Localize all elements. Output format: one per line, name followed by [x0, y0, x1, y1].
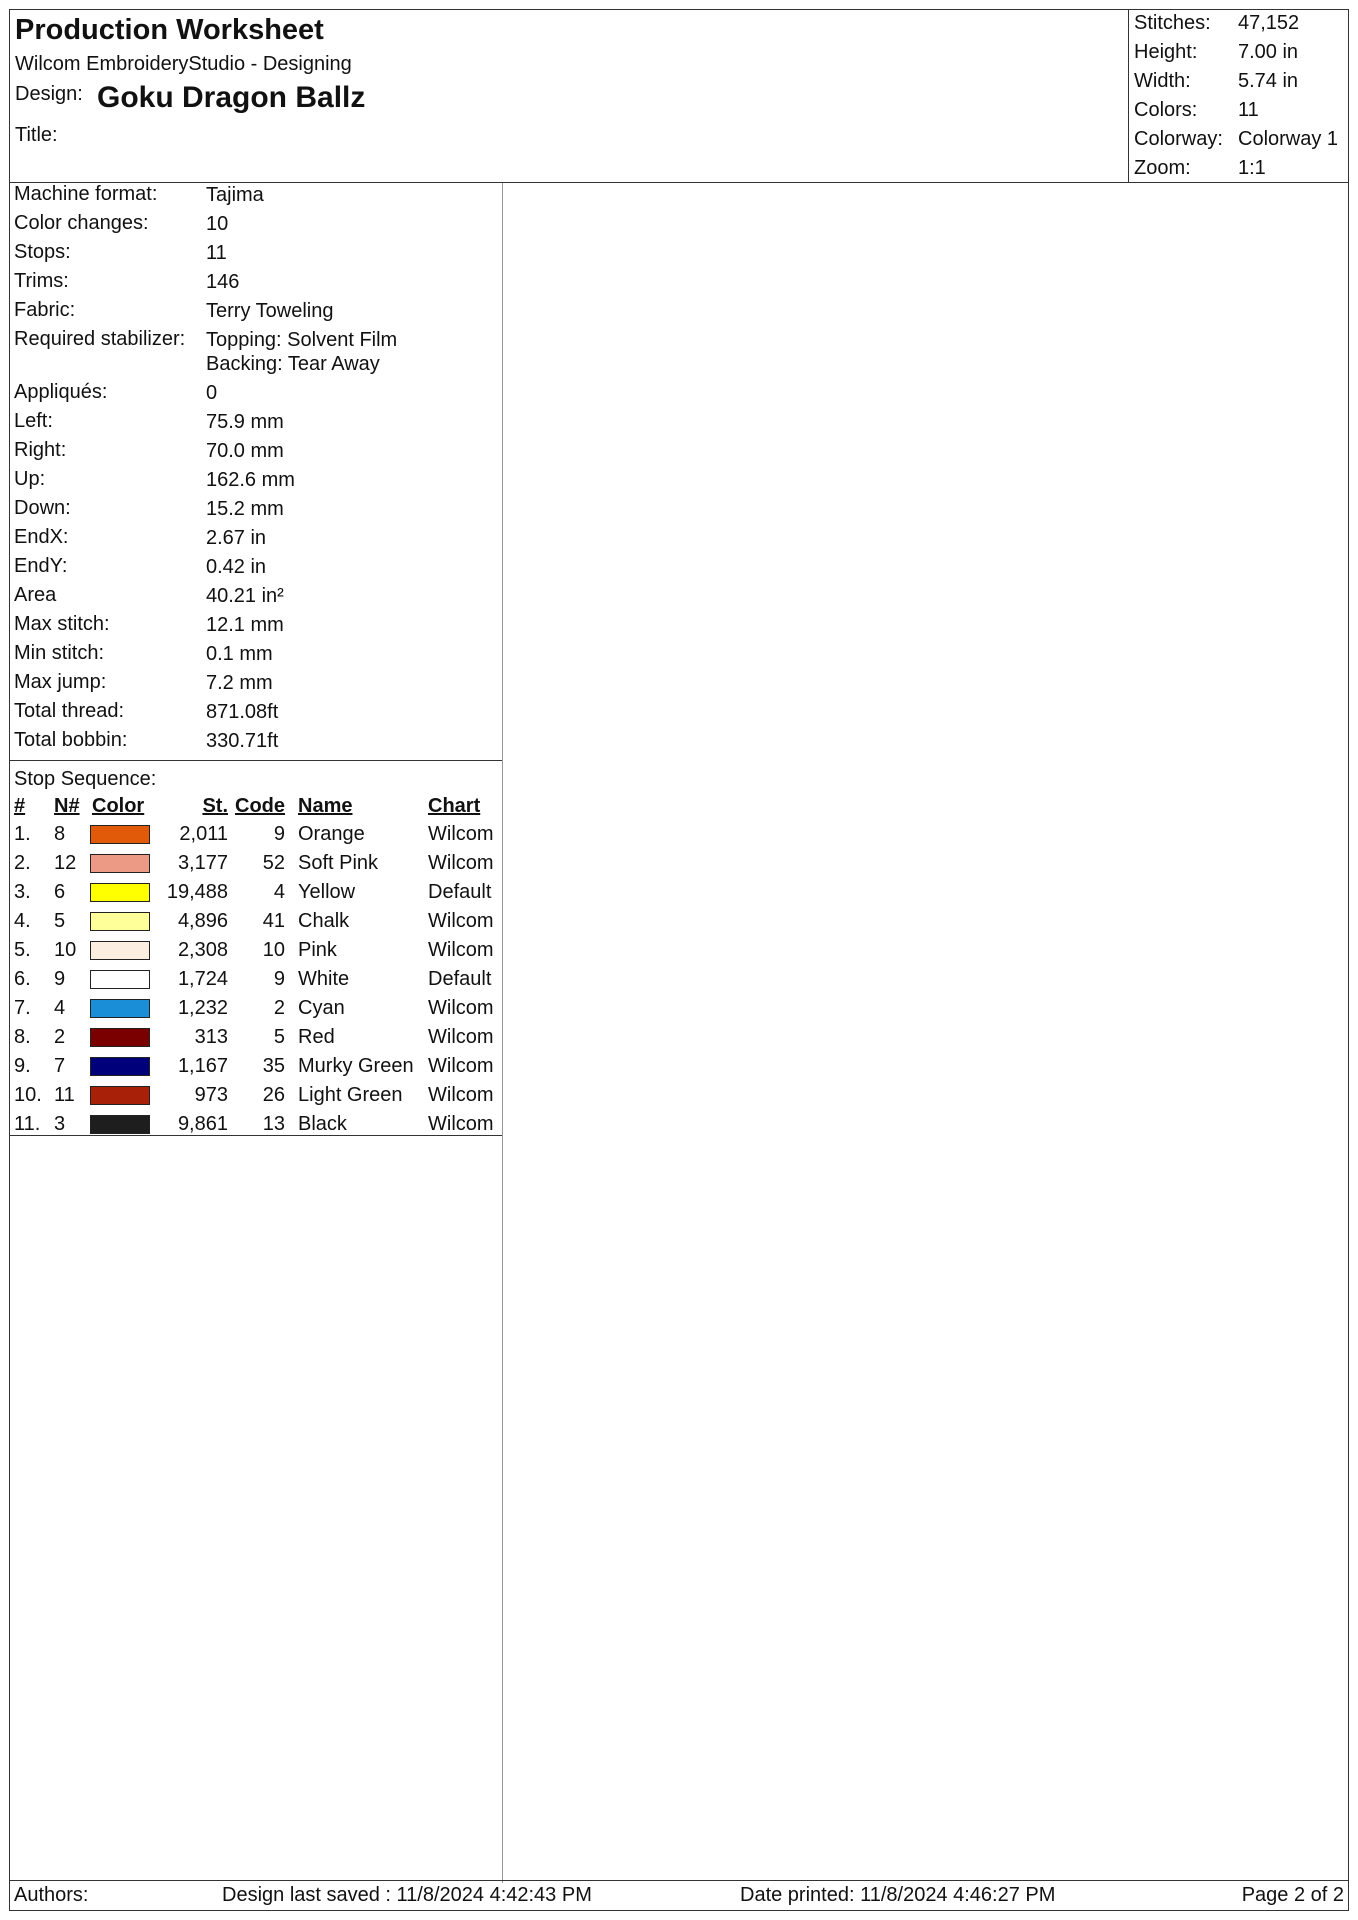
color-swatch: [90, 941, 150, 960]
stop-cell-num: 10.: [14, 1084, 42, 1106]
stop-cell-n: 11: [54, 1084, 75, 1106]
stop-cell-n: 8: [54, 823, 66, 845]
property-label: Max stitch:: [14, 613, 110, 635]
property-label: Min stitch:: [14, 642, 105, 664]
stop-cell-chart: Wilcom: [428, 1055, 494, 1077]
stop-cell-code: 2: [273, 997, 285, 1019]
property-label: Appliqués:: [14, 381, 108, 403]
stop-cell-num: 8.: [14, 1026, 31, 1048]
stat-value: 7.00 in: [1238, 41, 1299, 63]
stop-cell-name: Yellow: [298, 881, 356, 903]
stop-cell-n: 3: [54, 1113, 66, 1135]
stop-cell-num: 6.: [14, 968, 31, 990]
stop-cell-st: 313: [194, 1026, 228, 1048]
column-header-chart: Chart: [428, 795, 481, 817]
property-value: 0: [206, 382, 218, 404]
stop-sequence-title: Stop Sequence:: [14, 768, 157, 790]
color-swatch: [90, 912, 150, 931]
stop-cell-num: 2.: [14, 852, 31, 874]
property-label: Fabric:: [14, 299, 76, 321]
property-label: Total thread:: [14, 700, 125, 722]
stop-cell-n: 2: [54, 1026, 66, 1048]
stop-cell-st: 2,308: [177, 939, 228, 961]
stat-value: 11: [1238, 99, 1259, 121]
stat-value: Colorway 1: [1238, 128, 1339, 150]
property-value: 10: [206, 213, 229, 235]
column-header-num: #: [14, 795, 26, 817]
stop-cell-num: 7.: [14, 997, 31, 1019]
property-label: Up:: [14, 468, 46, 490]
stop-cell-num: 9.: [14, 1055, 31, 1077]
stat-value: 47,152: [1238, 12, 1300, 34]
color-swatch: [90, 999, 150, 1018]
worksheet-page: [9, 9, 1349, 1911]
stop-cell-code: 4: [273, 881, 285, 903]
stop-cell-num: 1.: [14, 823, 31, 845]
stop-cell-name: Light Green: [298, 1084, 403, 1106]
stop-cell-num: 11.: [14, 1113, 41, 1135]
stat-value: 5.74 in: [1238, 70, 1299, 92]
property-label: Max jump:: [14, 671, 107, 693]
property-value: 2.67 in: [206, 527, 267, 549]
stop-cell-st: 4,896: [177, 910, 228, 932]
stop-cell-code: 10: [262, 939, 285, 961]
property-value: 146: [206, 271, 240, 293]
property-value: 75.9 mm: [206, 411, 284, 433]
stop-cell-chart: Wilcom: [428, 1026, 494, 1048]
stop-cell-n: 7: [54, 1055, 66, 1077]
stop-cell-n: 9: [54, 968, 66, 990]
stop-cell-chart: Wilcom: [428, 1113, 494, 1135]
stat-label: Width:: [1134, 70, 1191, 92]
stat-label: Stitches:: [1134, 12, 1211, 34]
stop-cell-st: 9,861: [177, 1113, 228, 1135]
stop-cell-code: 13: [262, 1113, 285, 1135]
color-swatch: [90, 1086, 150, 1105]
date-printed: Date printed: 11/8/2024 4:46:27 PM: [740, 1884, 1056, 1906]
property-label: Machine format:: [14, 183, 158, 205]
stop-cell-code: 41: [262, 910, 285, 932]
stop-cell-chart: Wilcom: [428, 823, 494, 845]
stat-label: Colorway:: [1134, 128, 1223, 150]
page-title: Production Worksheet: [15, 14, 324, 46]
property-label: Right:: [14, 439, 67, 461]
app-name: Wilcom EmbroideryStudio - Designing: [15, 53, 352, 75]
stop-cell-code: 9: [273, 823, 285, 845]
stop-cell-chart: Wilcom: [428, 939, 494, 961]
stop-cell-code: 52: [262, 852, 285, 874]
header-info: [10, 10, 1128, 182]
stop-cell-n: 10: [54, 939, 77, 961]
authors-label: Authors:: [14, 1884, 89, 1906]
stop-cell-st: 973: [194, 1084, 228, 1106]
worksheet-footer: [10, 1880, 1348, 1910]
stop-cell-name: Orange: [298, 823, 365, 845]
stat-value: 1:1: [1238, 157, 1266, 179]
property-label: EndX:: [14, 526, 69, 548]
stop-cell-code: 9: [273, 968, 285, 990]
stop-cell-name: Cyan: [298, 997, 345, 1019]
property-value: Topping: Solvent Film: [206, 329, 398, 351]
stop-cell-n: 5: [54, 910, 66, 932]
stop-cell-num: 4.: [14, 910, 31, 932]
details-column: [10, 183, 503, 1883]
color-swatch: [90, 970, 150, 989]
property-value: 330.71ft: [206, 730, 279, 752]
column-header-st: St.: [202, 795, 228, 817]
design-properties: [10, 183, 502, 761]
property-label: Area: [14, 584, 57, 606]
design-stats: [1128, 10, 1348, 182]
property-label: Required stabilizer:: [14, 328, 186, 350]
stop-cell-st: 19,488: [166, 881, 228, 903]
stop-cell-chart: Default: [428, 968, 492, 990]
property-label: Left:: [14, 410, 53, 432]
design-label: Design:: [15, 83, 83, 105]
stop-cell-st: 3,177: [177, 852, 228, 874]
property-label: Color changes:: [14, 212, 149, 234]
stop-cell-n: 12: [54, 852, 77, 874]
stop-cell-st: 1,724: [177, 968, 228, 990]
stop-cell-chart: Wilcom: [428, 997, 494, 1019]
column-header-n: N#: [54, 795, 80, 817]
property-value: 40.21 in²: [206, 585, 284, 607]
stop-cell-code: 5: [273, 1026, 285, 1048]
color-swatch: [90, 1057, 150, 1076]
property-label: Stops:: [14, 241, 71, 263]
last-saved: Design last saved : 11/8/2024 4:42:43 PM: [222, 1884, 592, 1906]
color-swatch: [90, 1028, 150, 1047]
stop-cell-num: 3.: [14, 881, 31, 903]
stop-cell-name: Chalk: [298, 910, 350, 932]
property-value: 70.0 mm: [206, 440, 284, 462]
property-label: Total bobbin:: [14, 729, 128, 751]
property-label: Down:: [14, 497, 71, 519]
property-label: Trims:: [14, 270, 69, 292]
stop-cell-chart: Wilcom: [428, 910, 494, 932]
stop-cell-code: 35: [262, 1055, 285, 1077]
property-value: 162.6 mm: [206, 469, 295, 491]
stop-cell-st: 1,232: [177, 997, 228, 1019]
stop-cell-name: White: [298, 968, 350, 990]
property-value: 7.2 mm: [206, 672, 273, 694]
property-value: Backing: Tear Away: [206, 353, 380, 375]
stop-cell-num: 5.: [14, 939, 31, 961]
stop-cell-chart: Wilcom: [428, 852, 494, 874]
column-header-code: Code: [235, 795, 285, 817]
property-value: Tajima: [206, 184, 264, 206]
stop-cell-name: Black: [298, 1113, 347, 1135]
property-value: Terry Toweling: [206, 300, 334, 322]
stop-cell-chart: Default: [428, 881, 492, 903]
property-value: 871.08ft: [206, 701, 279, 723]
property-label: EndY:: [14, 555, 68, 577]
color-swatch: [90, 854, 150, 873]
color-swatch: [90, 1115, 150, 1134]
stat-label: Colors:: [1134, 99, 1198, 121]
page-number: Page 2 of 2: [1241, 1884, 1344, 1906]
stop-cell-st: 1,167: [177, 1055, 228, 1077]
property-value: 15.2 mm: [206, 498, 284, 520]
stop-cell-name: Soft Pink: [298, 852, 379, 874]
stat-label: Height:: [1134, 41, 1198, 63]
worksheet-header: [10, 10, 1348, 183]
stop-cell-chart: Wilcom: [428, 1084, 494, 1106]
stop-cell-name: Pink: [298, 939, 337, 961]
stop-cell-code: 26: [262, 1084, 285, 1106]
stop-cell-n: 6: [54, 881, 66, 903]
column-header-name: Name: [298, 795, 353, 817]
property-value: 0.1 mm: [206, 643, 273, 665]
stat-label: Zoom:: [1134, 157, 1191, 179]
color-swatch: [90, 883, 150, 902]
design-name: Goku Dragon Ballz: [97, 81, 366, 114]
stop-cell-name: Murky Green: [298, 1055, 414, 1077]
property-value: 12.1 mm: [206, 614, 284, 636]
stop-cell-name: Red: [298, 1026, 335, 1048]
property-value: 11: [206, 242, 227, 264]
title-label: Title:: [15, 124, 58, 146]
stop-cell-st: 2,011: [179, 823, 228, 845]
property-value: 0.42 in: [206, 556, 267, 578]
stop-cell-n: 4: [54, 997, 66, 1019]
column-header-color: Color: [92, 795, 145, 817]
stop-sequence: [10, 761, 502, 1136]
color-swatch: [90, 825, 150, 844]
